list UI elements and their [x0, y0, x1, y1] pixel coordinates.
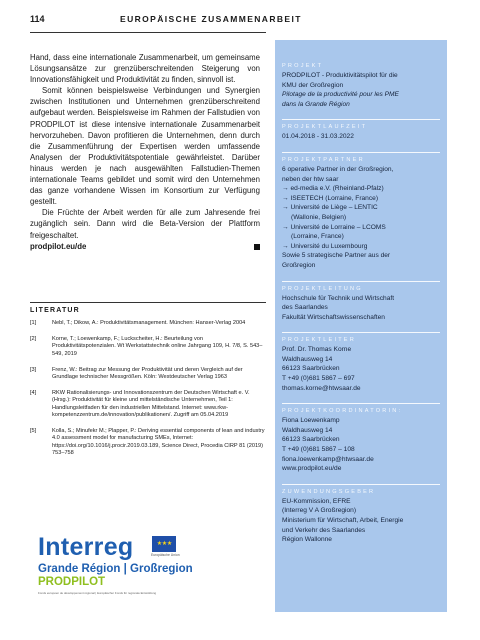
sidebar-line: 01.04.2018 - 31.03.2022	[282, 133, 354, 141]
reference-item	[30, 390, 266, 420]
sidebar-line: 66123 Saarbrücken	[282, 436, 340, 444]
sidebar-line: EU-Kommission, EFRE	[282, 497, 351, 505]
sidebar-line: Hochschule für Technik und Wirtschaft	[282, 294, 395, 302]
end-of-article-square-icon	[254, 244, 260, 250]
sidebar-section-label: PROJEKTKOORDINATORIN:	[282, 408, 403, 415]
body-paragraph: Somit können beispielsweise Verbindungen und Synergien zwischen Institutionen und Unternehmen grenzüberschreitend aufgebaut werden. Beispielsweise im Rahmen der Fallstudien von PRODPILOT ist diese intensive internationale Zusammenarbeit hervorzuheben. Davon profitieren die Unternehmen, denn durch die Zusammenführung der Expertisen werden umfassende Analysen der Produktivitätspotentiale gewährleistet. Darüber hinaus werden je nach ausgewählten Fallstudien-Themen internationale Teams gebildet und somit wird den Unternehmen das ganze vorhandene Wissen im Konsortium zur Verfügung gestellt.	[30, 86, 260, 207]
sidebar-section-label: PROJEKTLAUFZEIT	[282, 124, 368, 131]
sidebar-line: Prof. Dr. Thomas Korne	[282, 346, 352, 354]
sidebar-line: des Saarlandes	[282, 304, 328, 312]
logo-region: Grande Région | Großregion	[38, 563, 193, 575]
reference-number: [1]	[30, 320, 37, 326]
reference-item	[30, 336, 266, 358]
reference-number: [2]	[30, 335, 37, 342]
project-info-sidebar	[275, 40, 447, 612]
sidebar-line: Fiona Loewenkamp	[282, 417, 340, 425]
sidebar-line: (Wallonie, Belgien)	[291, 213, 347, 221]
sidebar-line: → Université de Liège – LENTIC	[282, 203, 440, 213]
sidebar-line: Großregion	[282, 261, 316, 269]
sidebar-line: → ISEETECH (Lorraine, France)	[282, 194, 440, 204]
sidebar-line: (Interreg V A Großregion)	[282, 507, 357, 515]
eu-flag-caption: Europäische Union	[151, 553, 180, 557]
reference-text: Korne, T.; Loewenkamp, F.; Luckscheiter, H.: Beurteilung von Produktivitätspotenzialen. Wt Werkstattstechnik online Jahrgang 109, H. 7/8, S. 543–549, 2019	[52, 335, 263, 357]
sidebar-line: dans la Grande Région	[282, 100, 350, 108]
reference-text: Frenz, W.: Beitrag zur Messung der Produktivität und deren Vergleich auf der Grundlage technischer Messgrößen. Köln: Westdeutscher Verlag 1963	[52, 366, 243, 381]
reference-item	[30, 320, 266, 327]
interreg-logo	[38, 534, 198, 604]
logo-project: PRODPILOT	[38, 576, 106, 588]
sidebar-link[interactable]: thomas.korne@htwsaar.de	[282, 384, 361, 392]
reference-item	[30, 367, 266, 382]
eu-flag-icon: ★ ★ ★	[152, 536, 176, 552]
sidebar-section	[282, 484, 440, 545]
reference-number: [4]	[30, 389, 37, 396]
sidebar-line: PRODPILOT - Produktivitätspilot für die	[282, 72, 398, 79]
sidebar-line: Fakultät Wirtschaftswissenschaften	[282, 313, 385, 321]
header-divider	[30, 32, 266, 33]
sidebar-section	[282, 152, 440, 271]
sidebar-section-label: PROJEKT	[282, 63, 324, 69]
sidebar-section	[282, 403, 440, 474]
reference-number: [5]	[30, 428, 37, 435]
reference-text: Kolla, S.; Minufekr M.; Plapper, P.: Deriving essential components of lean and industry 4.0 assessment model for manufacturing SMEs, Internet: https://doi.org/10.1016/j.procir.2019.03.189, Science Direct, Procedia CIRP 81 (2019) 753–758	[52, 428, 265, 457]
sidebar-section	[282, 281, 440, 323]
sidebar-line: KMU der Großregion	[282, 81, 344, 89]
sidebar-line: Région Wallonne	[282, 536, 332, 544]
logo-wordmark: Interreg	[38, 533, 134, 561]
reference-text: Nebl, T.; Dikow, A.: Produktivitätsmanagement. München: Hanser-Verlag 2004	[52, 320, 246, 326]
sidebar-line: 66123 Saarbrücken	[282, 365, 340, 373]
sidebar-line: und Verkehr des Saarlandes	[282, 526, 366, 534]
reference-list	[30, 320, 266, 466]
literature-heading: LITERATUR	[30, 307, 80, 314]
sidebar-link[interactable]: fiona.loewenkamp@htwsaar.de	[282, 455, 374, 463]
body-paragraph: Die Früchte der Arbeit werden für alle zum Jahresende frei zugänglich sein. Dann wird die Beta-Version der Plattform freigeschaltet.	[30, 208, 260, 240]
sidebar-section-label: ZUWENDUNGSGEBER	[282, 488, 376, 495]
sidebar-section-label: PROJEKTLEITER	[282, 337, 356, 344]
sidebar-section	[282, 119, 440, 142]
sidebar-line: → Université de Lorraine – LCOMS	[282, 223, 440, 233]
sidebar-line: (Lorraine, France)	[291, 233, 344, 241]
reference-text: RKW Rationalisierungs- und Innovationszentrum der Deutschen Wirtschaft e. V. (Hrsg.): Produktivität für kleine und mittelständische Unternehmen, Teil 1: Handlungsleitfaden für den industriellen Mittelstand. Internet: www.rkw-kompetenzzentrum.de/innovation/publikationen/. Zugriff am 05.04.2019	[52, 389, 250, 419]
project-link[interactable]: prodpilot.eu/de	[30, 241, 87, 251]
reference-item	[30, 428, 266, 458]
sidebar-section	[282, 332, 440, 393]
sidebar-line: T +49 (0)681 5867 – 697	[282, 375, 355, 383]
sidebar-section-label: PROJEKTLEITUNG	[282, 285, 363, 292]
sidebar-line: 6 operative Partner in der Großregion,	[282, 165, 394, 173]
section-title: EUROPÄISCHE ZUSAMMENARBEIT	[120, 14, 302, 24]
sidebar-line: Waldhausweg 14	[282, 426, 333, 434]
sidebar-line: Ministerium für Wirtschaft, Arbeit, Energie	[282, 517, 404, 524]
sidebar-line: Waldhausweg 14	[282, 355, 333, 363]
body-paragraph: Hand, dass eine internationale Zusammenarbeit, um gemeinsame Lösungsansätze zur grenzüberschreitenden Steigerung von Innovationsfähigkeit und Produktivität zu finden, sinnvoll ist.	[30, 53, 260, 85]
sidebar-section-label: PROJEKTPARTNER	[282, 156, 365, 163]
sidebar-line: T +49 (0)681 5867 – 108	[282, 446, 355, 454]
sidebar-section	[282, 63, 440, 109]
article-body	[30, 52, 260, 252]
sidebar-line: → ed-media e.V. (Rheinland-Pfalz)	[282, 184, 440, 194]
literature-divider	[30, 302, 266, 303]
reference-number: [3]	[30, 366, 37, 373]
sidebar-line: Sowie 5 strategische Partner aus der	[282, 252, 391, 260]
logo-footnote: Fonds européen de développement régional | Europäischer Fonds für regionale Entwicklung	[38, 591, 157, 595]
sidebar-link[interactable]: www.prodpilot.eu/de	[282, 465, 342, 473]
page-number: 114	[30, 14, 45, 24]
sidebar-line: → Université du Luxembourg	[282, 242, 440, 252]
sidebar-line: Pilotage de la productivité pour les PME	[282, 91, 399, 99]
page-header	[30, 14, 450, 28]
sidebar-line: neben der htw saar	[282, 175, 339, 183]
